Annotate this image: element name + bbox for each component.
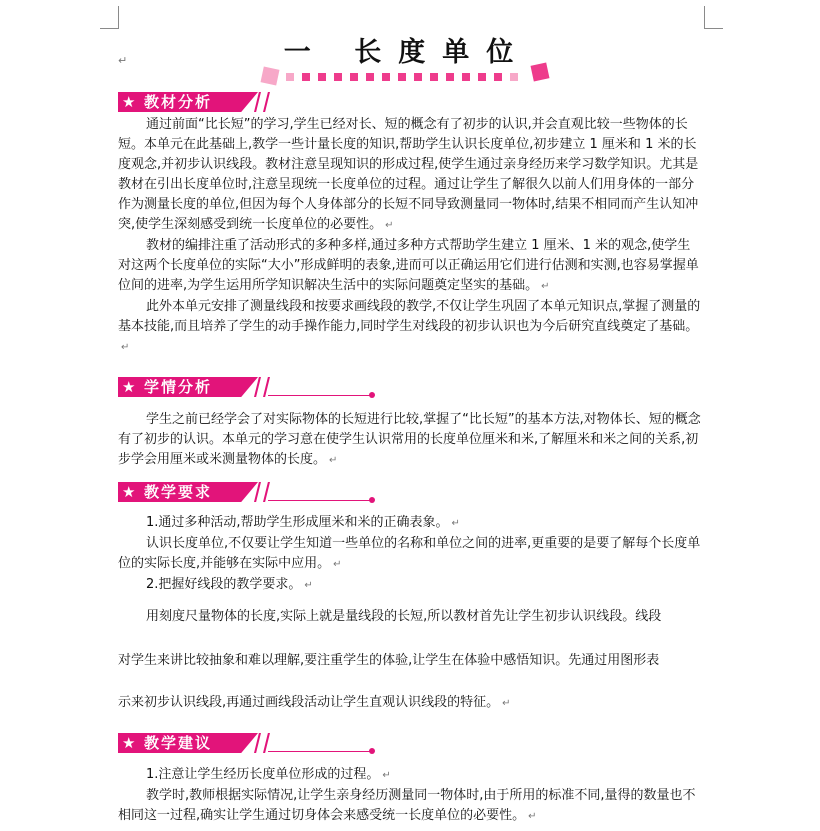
section-body-teaching-suggestions: 1.注意让学生经历长度单位形成的过程。 ↵ 教学时,教师根据实际情况,让学生亲身经历测量同一物体时,由于所用的标准不同,量得的数量也不相同这一过程,确实让学生通过切身体会来感受统一长度单位的必要性。 ↵ — [118, 767, 696, 823]
star-icon: ★ — [122, 483, 136, 501]
section-body-teaching-requirements-line: 示来初步认识线段,再通过画线段活动让学生直观认识线段的特征。 ↵ — [118, 695, 511, 710]
section-heading-learner-analysis — [118, 377, 378, 399]
section-heading-label: 教学建议 — [144, 734, 213, 752]
paragraph: 用刻度尺量物体的长度,实际上就是量线段的长短,所以教材首先让学生初步认识线段。线段 — [146, 609, 662, 624]
section-heading-label: 教学要求 — [144, 483, 213, 501]
paragraph: 示来初步认识线段,再通过画线段活动让学生直观认识线段的特征。 — [118, 695, 500, 710]
paragraph: 学生之前已经学会了对实际物体的长短进行比较,掌握了“比长短”的基本方法,对物体长、短的概念有了初步的认识。本单元的学习意在使学生认识常用的长度单位厘米和米,了解厘米和米之间的关系,初步学会用厘米或米测量物体的长度。 — [118, 412, 701, 467]
paragraph: 1.通过多种活动,帮助学生形成厘米和米的正确表象。 — [146, 515, 449, 530]
paragraph: 此外本单元安排了测量线段和按要求画线段的教学,不仅让学生巩固了本单元知识点,掌握了测量的基本技能,而且培养了学生的动手操作能力,同时学生对线段的初步认识也为今后研究直线奠定了基础。 — [118, 299, 701, 334]
paragraph: 教学时,教师根据实际情况,让学生亲身经历测量同一物体时,由于所用的标准不同,量得的数量也不相同这一过程,确实让学生通过切身体会来感受统一长度单位的必要性。 — [118, 788, 696, 823]
paragraph: 1.注意让学生经历长度单位形成的过程。 — [146, 767, 380, 782]
star-icon: ★ — [122, 93, 136, 111]
section-heading-label: 学情分析 — [144, 378, 213, 396]
star-icon: ★ — [122, 378, 136, 396]
paragraph: 通过前面“比长短”的学习,学生已经对长、短的概念有了初步的认识,并会直观比较一些物体的长短。本单元在此基础上,教学一些计量长度的知识,帮助学生认识长度单位,初步建立 1 厘米和 1 米的长度观念,并初步认识线段。教材注意呈现知识的形成过程,使学生通过亲身经历来学习数学知识。尤其是教材在引出长度单位时,注意呈现统一长度单位的过程。通过让学生了解很久以前人们用身体的一部分作为测量长度的单位,但因为每个人身体部分的长短不同导致测量同一物体时,结果不相同而产生认知冲突,使学生深刻感受到统一长度单位的必要性。 — [118, 117, 699, 232]
paragraph-mark: ↵ — [118, 54, 128, 67]
star-icon: ★ — [122, 734, 136, 752]
section-heading-teaching-requirements — [118, 482, 378, 504]
section-body-teaching-requirements: 1.通过多种活动,帮助学生形成厘米和米的正确表象。 ↵ 认识长度单位,不仅要让学生知道一些单位的名称和单位之间的进率,更重要的是要了解每个长度单位的实际长度,并能够在实际中应用。 ↵ 2.把握好线段的教学要求。 ↵ — [118, 515, 701, 592]
section-body-textbook-analysis: 通过前面“比长短”的学习,学生已经对长、短的概念有了初步的认识,并会直观比较一些物体的长短。本单元在此基础上,教学一些计量长度的知识,帮助学生认识长度单位,初步建立 1 厘米和 1 米的长度观念,并初步认识线段。教材注意呈现知识的形成过程,使学生通过亲身经历来学习数学知识。尤其是教材在引出长度单位时,注意呈现统一长度单位的过程。通过让学生了解很久以前人们用身体的一部分作为测量长度的单位,但因为每个人身体部分的长短不同导致测量同一物体时,结果不相同而产生认知冲突,使学生深刻感受到统一长度单位的必要性。 ↵ 教材的编排注重了活动形式的多种多样,通过多种方式帮助学生建立 1 厘米、1 米的观念,使学生对这两个长度单位的实际“大小”形成鲜明的表象,进而可以正确运用它们进行估测和实测,也容易掌握单位间的进率,为学生运用所学知识解决生活中的实际问题奠定坚实的基础。 ↵ 此外本单元安排了测量线段和按要求画线段的教学,不仅让学生巩固了本单元知识点,掌握了测量的基本技能,而且培养了学生的动手操作能力,同时学生对线段的初步认识也为今后研究直线奠定了基础。↵ — [118, 117, 701, 353]
section-heading-teaching-suggestions — [118, 733, 378, 755]
section-heading-label: 教材分析 — [144, 93, 213, 111]
crop-mark-top-right — [704, 6, 723, 29]
title-decoration — [262, 66, 552, 84]
section-body-teaching-requirements-line — [118, 651, 702, 671]
page-title-block — [252, 30, 562, 84]
section-body-teaching-requirements-line — [118, 607, 702, 627]
paragraph: 教材的编排注重了活动形式的多种多样,通过多种方式帮助学生建立 1 厘米、1 米的观念,使学生对这两个长度单位的实际“大小”形成鲜明的表象,进而可以正确运用它们进行估测和实测,也容易掌握单位间的进率,为学生运用所学知识解决生活中的实际问题奠定坚实的基础。 — [118, 238, 699, 293]
paragraph: 认识长度单位,不仅要让学生知道一些单位的名称和单位之间的进率,更重要的是要了解每个长度单位的实际长度,并能够在实际中应用。 — [118, 536, 701, 571]
section-heading-textbook-analysis — [118, 92, 278, 114]
crop-mark-top-left — [100, 6, 119, 29]
paragraph: 2.把握好线段的教学要求。 — [146, 577, 302, 592]
page-title: 一 长度单位 — [283, 37, 531, 68]
paragraph: 对学生来讲比较抽象和难以理解,要注重学生的体验,让学生在体验中感悟知识。先通过用图形表 — [118, 653, 660, 668]
section-body-learner-analysis: 学生之前已经学会了对实际物体的长短进行比较,掌握了“比长短”的基本方法,对物体长、短的概念有了初步的认识。本单元的学习意在使学生认识常用的长度单位厘米和米,了解厘米和米之间的关系,初步学会用厘米或米测量物体的长度。 ↵ — [118, 412, 701, 467]
